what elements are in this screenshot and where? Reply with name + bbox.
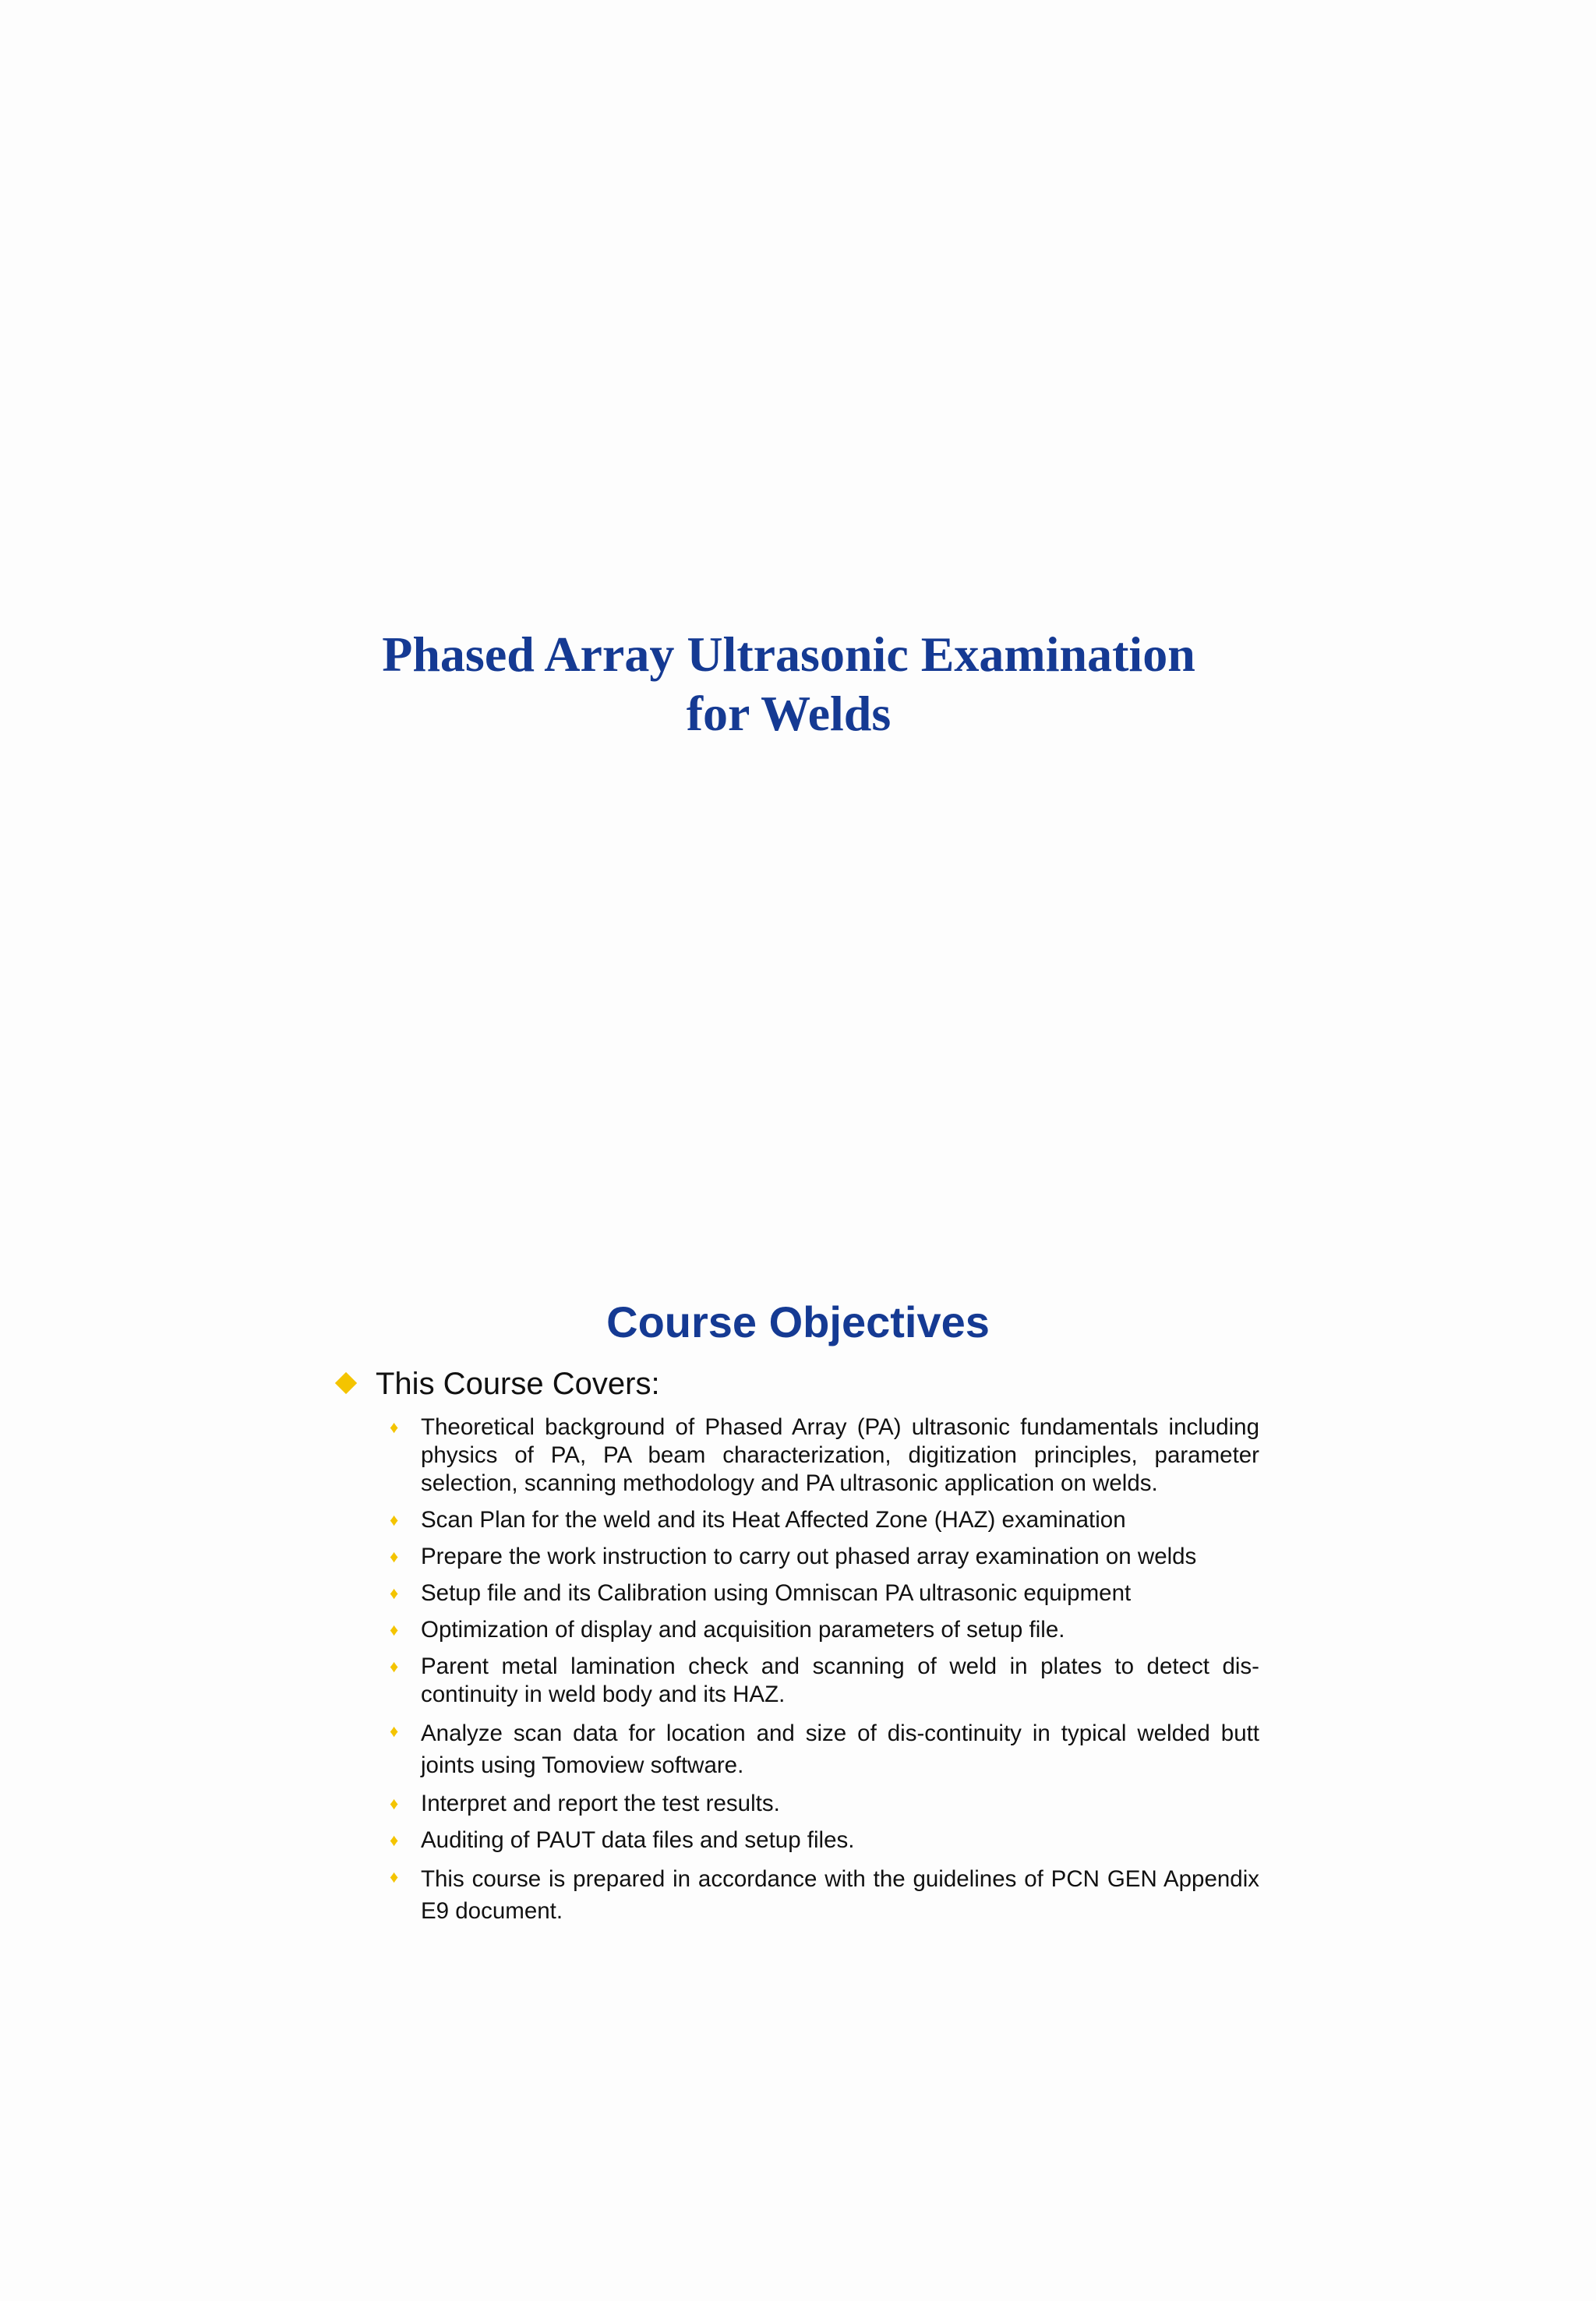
diamond-bullet-icon: ♦	[390, 1794, 399, 1813]
page-title	[0, 625, 1577, 743]
list-item	[385, 1790, 1259, 1818]
diamond-bullet-icon: ♦	[390, 1417, 399, 1437]
list-item-text: Setup file and its Calibration using Omniscan PA ultrasonic equipment	[421, 1580, 1132, 1606]
list-item	[385, 1579, 1259, 1608]
list-item-text: Interpret and report the test results.	[421, 1791, 780, 1816]
list-item-text: Scan Plan for the weld and its Heat Affected Zone (HAZ) examination	[421, 1507, 1126, 1533]
diamond-bullet-icon: ♦	[390, 1830, 399, 1850]
page-title-line-1: Phased Array Ultrasonic Examination	[382, 626, 1195, 682]
list-item	[385, 1413, 1259, 1498]
diamond-bullet-icon: ♦	[390, 1721, 399, 1741]
page-title-line-2: for Welds	[686, 686, 892, 741]
diamond-bullet-icon: ♦	[390, 1867, 399, 1886]
diamond-bullet-icon: ♦	[390, 1620, 399, 1639]
list-item-text: Optimization of display and acquisition parameters of setup file.	[421, 1617, 1065, 1643]
list-item	[385, 1863, 1259, 1927]
diamond-bullet-icon: ♦	[390, 1510, 399, 1530]
list-item	[385, 1543, 1259, 1571]
course-covers-label: This Course Covers:	[376, 1367, 660, 1401]
diamond-bullet-icon: ♦	[390, 1657, 399, 1676]
list-item-text: Theoretical background of Phased Array (PA) ultrasonic fundamentals including physics of PA, PA beam characterization, digitization principles, parameter selection, scanning methodology and PA ultrasonic application on welds.	[421, 1414, 1259, 1496]
list-item-text: Analyze scan data for location and size of dis-continuity in typical welded butt joints using Tomoview software.	[421, 1720, 1259, 1778]
list-item	[385, 1653, 1259, 1709]
list-item	[385, 1826, 1259, 1855]
list-item-text: Parent metal lamination check and scanning of weld in plates to detect dis-continuity in weld body and its HAZ.	[421, 1653, 1259, 1707]
course-objectives-heading: Course Objectives	[606, 1297, 990, 1346]
diamond-bullet-icon: ♦	[390, 1547, 399, 1566]
list-item-text: Prepare the work instruction to carry out phased array examination on welds	[421, 1544, 1197, 1569]
list-item	[385, 1506, 1259, 1534]
list-item	[385, 1616, 1259, 1644]
course-covers-intro	[338, 1362, 660, 1406]
list-item	[385, 1717, 1259, 1781]
diamond-bullet-icon	[335, 1372, 357, 1394]
list-item-text: Auditing of PAUT data files and setup files.	[421, 1827, 855, 1853]
list-item-text: This course is prepared in accordance with the guidelines of PCN GEN Appendix E9 document.	[421, 1866, 1259, 1924]
diamond-bullet-icon: ♦	[390, 1583, 399, 1603]
objectives-list	[385, 1413, 1259, 1933]
